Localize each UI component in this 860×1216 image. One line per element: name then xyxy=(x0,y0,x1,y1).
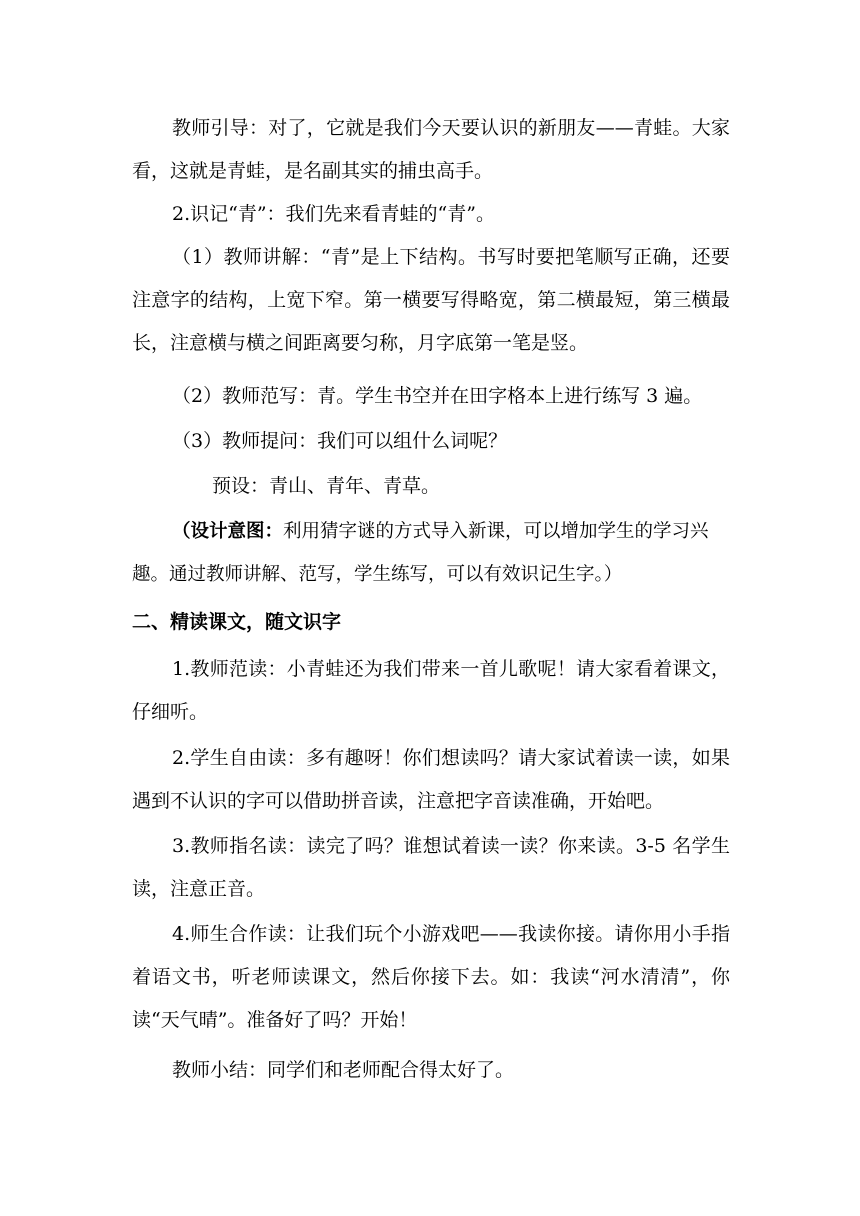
paragraph-named-read: 3.教师指名读：读完了吗？谁想试着读一读？你来读。3-5 名学生读，注意正音。 xyxy=(132,835,730,900)
paragraph-cooperative-read: 4.师生合作读：让我们玩个小游戏吧——我读你接。请你用小手指着语文书，听老师读课文，然后你接下去。如：我读“河水清清”，你读“天气晴”。准备好了吗？开始！ xyxy=(132,923,730,1031)
paragraph-free-read: 2.学生自由读：多有趣呀！你们想读吗？请大家试着读一读，如果遇到不认识的字可以借助拼音读，注意把字音读准确，开始吧。 xyxy=(132,747,730,812)
design-intent-label: 设计意图： xyxy=(190,521,284,542)
paragraph-teacher-summary: 教师小结：同学们和老师配合得太好了。 xyxy=(172,1059,515,1081)
paragraph-teacher-question: （3）教师提问：我们可以组什么词呢？ xyxy=(172,430,508,452)
paragraph-recognize-qing: 2.识记“青”：我们先来看青蛙的“青”。 xyxy=(172,203,495,225)
section-heading: 二、精读课文，随文识字 xyxy=(132,611,342,633)
paragraph-teacher-explain: （1）教师讲解：“青”是上下结构。书写时要把笔顺写正确，还要注意字的结构，上宽下窄。第一横要写得略宽，第二横最短，第三横最长，注意横与横之间距离要匀称，月字底第一笔是竖。 xyxy=(132,246,730,354)
design-intent-note xyxy=(132,510,730,596)
design-open-paren: （ xyxy=(172,521,191,542)
paragraph-teacher-read: 1.教师范读：小青蛙还为我们带来一首儿歌呢！请大家看着课文，仔细听。 xyxy=(132,658,730,723)
design-intent-text: 利用猜字谜的方式导入新课，可以增加学生的学习兴趣。通过教师讲解、范写，学生练写，可以有效识记生字。） xyxy=(132,521,709,585)
paragraph-preset: 预设：青山、青年、青草。 xyxy=(212,475,441,497)
paragraph-teacher-demo: （2）教师范写：青。学生书空并在田字格本上进行练写 3 遍。 xyxy=(172,385,703,407)
paragraph-teacher-guide: 教师引导：对了，它就是我们今天要认识的新朋友——青蛙。大家看，这就是青蛙，是名副其实的捕虫高手。 xyxy=(132,117,730,182)
